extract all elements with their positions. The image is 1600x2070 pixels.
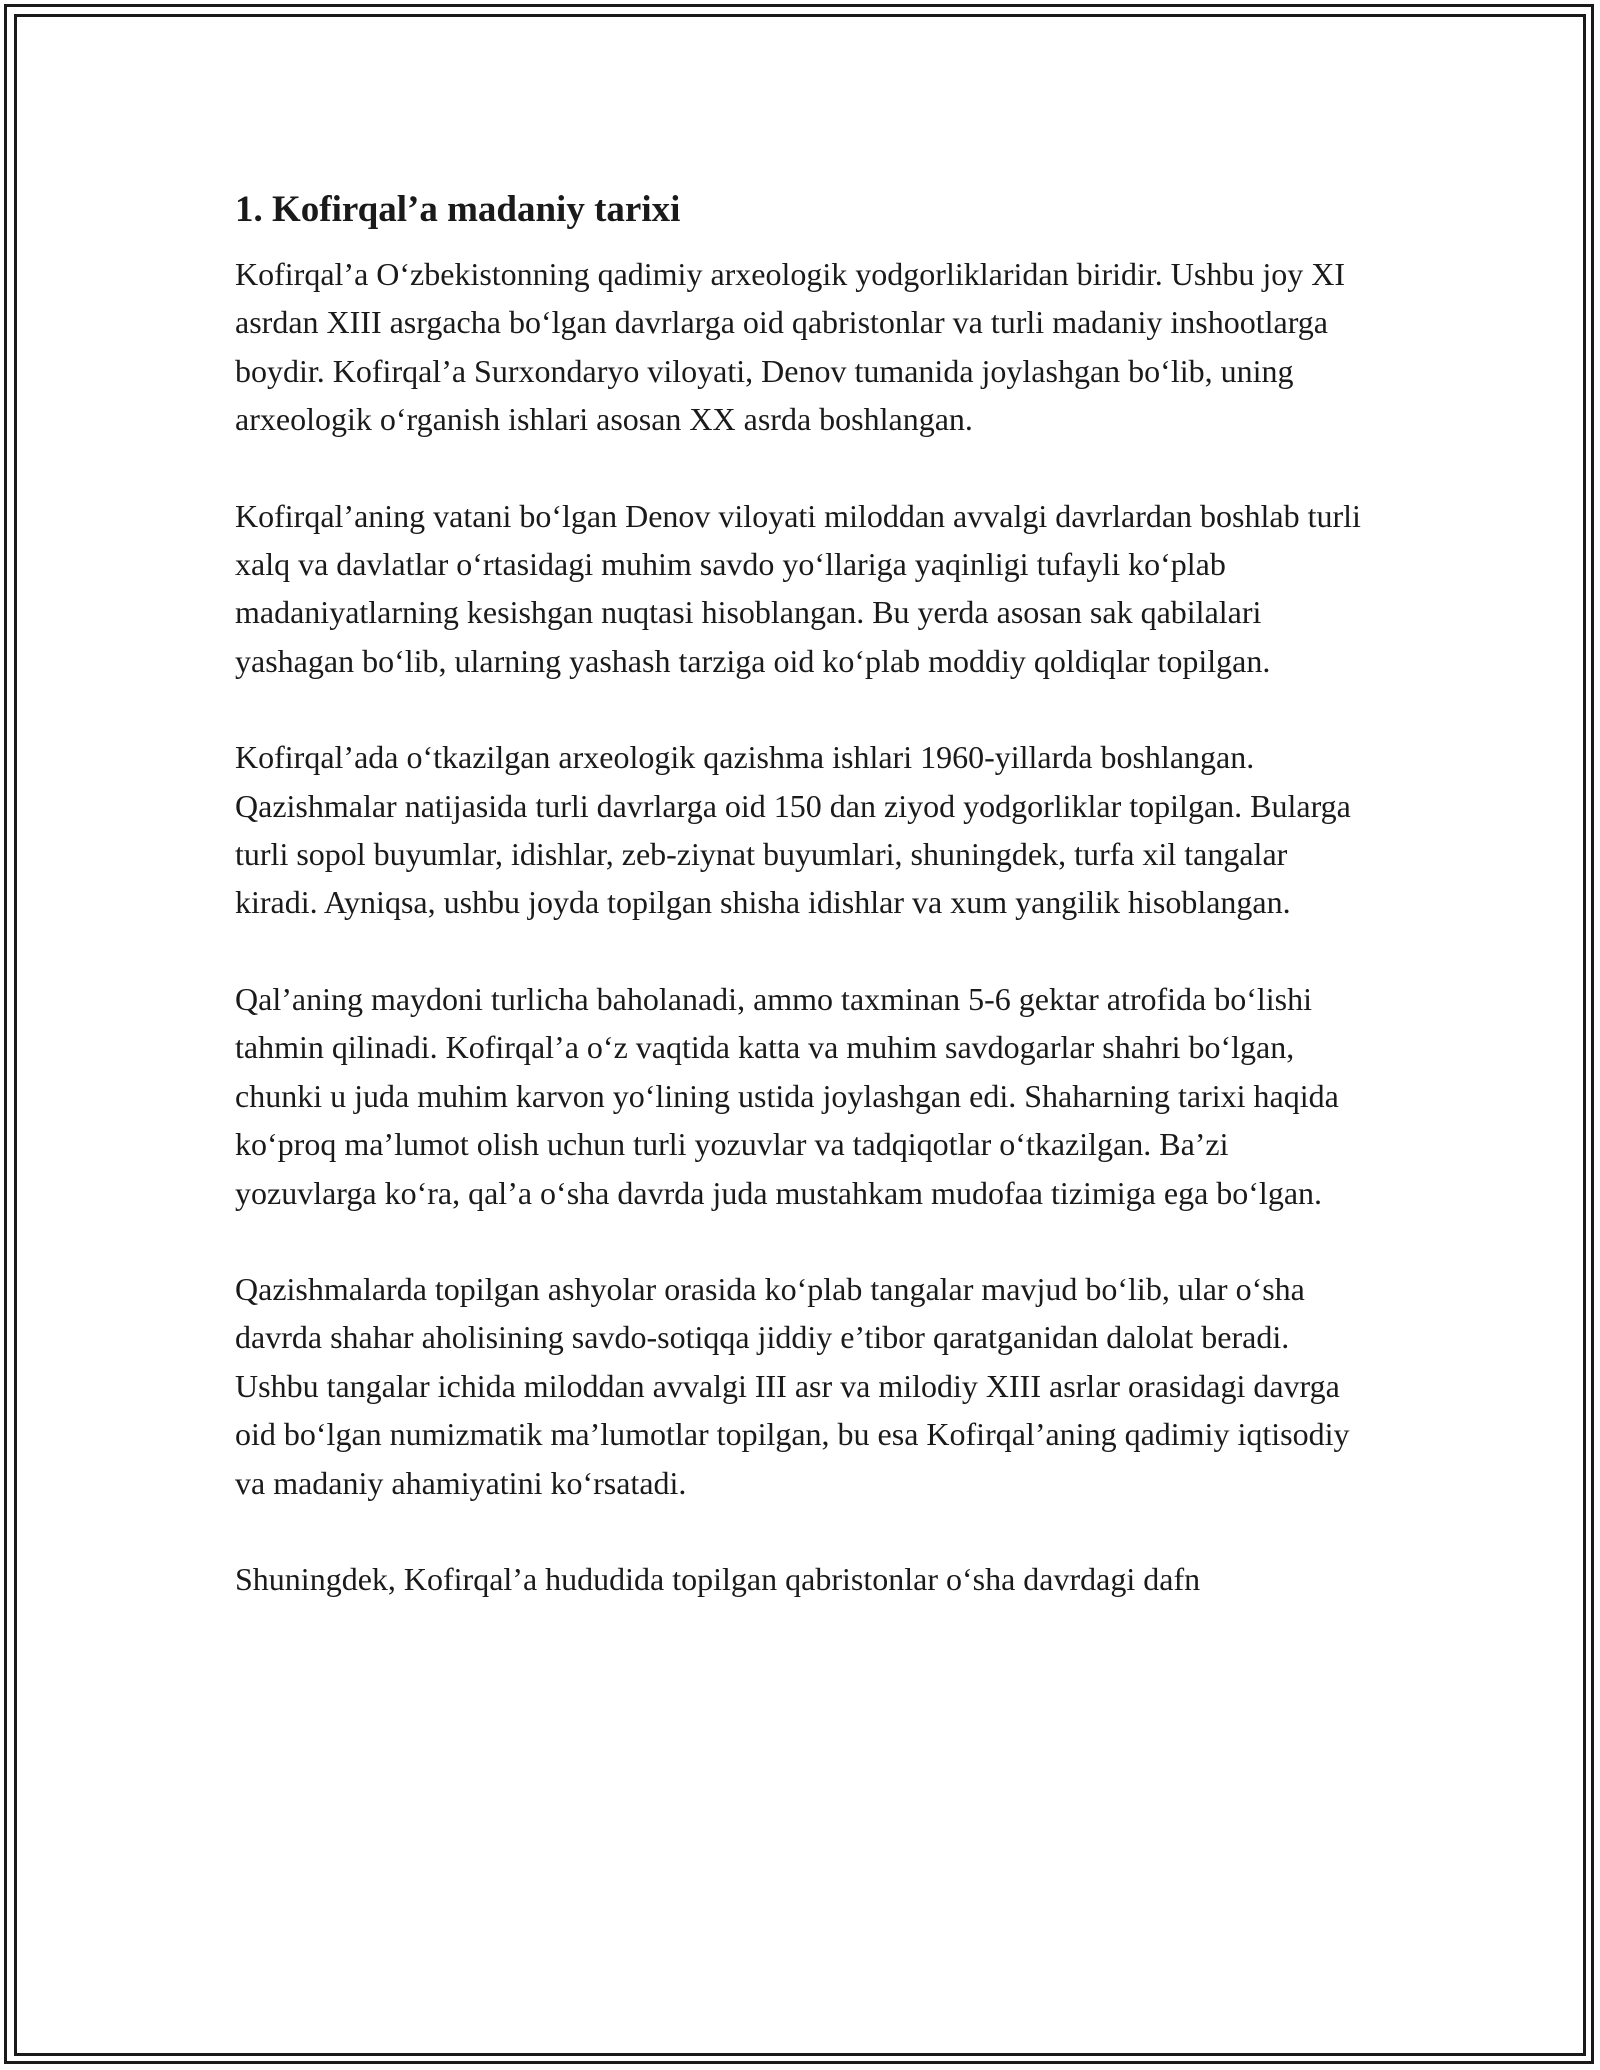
paragraph-4: Qal’aning maydoni turlicha baholanadi, ammo taxminan 5-6 gektar atrofida bo‘lishi tahmin qilinadi. Kofirqal’a o‘z vaqtida katta va muhim savdogarlar shahri bo‘lgan, chunki u juda muhim karvon yo‘lining ustida joylashgan edi. Shaharning tarixi haqida ko‘proq ma’lumot olish uchun turli yozuvlar va tadqiqotlar o‘tkazilgan. Ba’zi yozuvlarga ko‘ra, qal’a o‘sha davrda juda mustahkam mudofaa tizimiga ega bo‘lgan. bbox=[235, 980, 1339, 1211]
paragraph-3: Kofirqal’ada o‘tkazilgan arxeologik qazishma ishlari 1960-yillarda boshlangan. Qazishmalar natijasida turli davrlarga oid 150 dan ziyod yodgorliklar topilgan. Bularga turli sopol buyumlar, idishlar, zeb-ziynat buyumlari, shuningdek, turfa xil tangalar kiradi. Ayniqsa, ushbu joyda topilgan shisha idishlar va xum yangilik hisoblangan. bbox=[235, 739, 1351, 921]
document-body bbox=[235, 186, 1365, 1651]
paragraph-6: Shuningdek, Kofirqal’a hududida topilgan qabristonlar o‘sha davrdagi dafn bbox=[235, 1560, 1201, 1597]
paragraph-5: Qazishmalarda topilgan ashyolar orasida ko‘plab tangalar mavjud bo‘lib, ular o‘sha davrda shahar aholisining savdo-sotiqqa jiddiy e’tibor qaratganidan dalolat beradi. Ushbu tangalar ichida miloddan avvalgi III asr va milodiy XIII asrlar orasidagi davrga oid bo‘lgan numizmatik ma’lumotlar topilgan, bu esa Kofirqal’aning qadimiy iqtisodiy va madaniy ahamiyatini ko‘rsatadi. bbox=[235, 1270, 1350, 1501]
paragraph-1: Kofirqal’a O‘zbekistonning qadimiy arxeologik yodgorliklaridan biridir. Ushbu joy XI asrdan XIII asrgacha bo‘lgan davrlarga oid qabristonlar va turli madaniy inshootlarga boydir. Kofirqal’a Surxondaryo viloyati, Denov tumanida joylashgan bo‘lib, uning arxeologik o‘rganish ishlari asosan XX asrda boshlangan. bbox=[235, 256, 1345, 438]
paragraph-2: Kofirqal’aning vatani bo‘lgan Denov viloyati miloddan avvalgi davrlardan boshlab turli xalq va davlatlar o‘rtasidagi muhim savdo yo‘llariga yaqinligi tufayli ko‘plab madaniyatlarning kesishgan nuqtasi hisoblangan. Bu yerda asosan sak qabilalari yashagan bo‘lib, ularning yashash tarziga oid ko‘plab moddiy qoldiqlar topilgan. bbox=[235, 497, 1361, 679]
section-heading: 1. Kofirqal’a madaniy tarixi bbox=[235, 189, 681, 230]
